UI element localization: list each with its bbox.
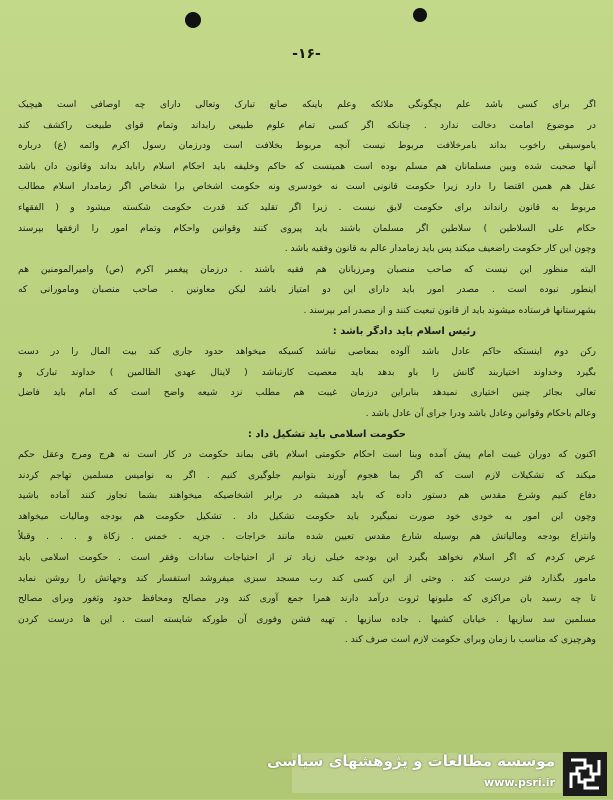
page-number: -۱۶- [292,46,321,62]
text-line: وعالم باحکام وقوانین وعادل باشد ودرا جرای آن عادل باشد . [365,407,596,419]
institute-logo-icon [563,752,607,796]
text-line: بشهرستانها فرستاده میشوند باید از قانون تبعیت کنند و از مصدر امر بپرسند . [303,304,596,316]
text-line: وانتزاع بودجه ومالیاتش هم بوسیله شارع مقدس تعیین شده مانند خراجات . جزیه . خمس . زکاة و . . . وقبلاً [18,531,596,543]
text-line: بگیرد وخداوند اختیاربند گانش را باو بدهد باید معصیت کارنباشد ( لاینال عهدی الظالمین ) خداوند تبارک و [18,366,596,378]
text-line: میکند که تشکیلات لازم است که اگر بما هجوم آورند بتوانیم جلوگیری کنیم . اگر به نوامیس مسلمین تهاجم کردند [18,469,596,481]
text-line: وچون این امور به خودی خود صورت نمیگیرد باید حکومت تشکیل داد . تشکیل حکومت هم بودجه ومالیات میخواهد [18,510,596,522]
text-line: عرض کردم که اگر اسلام نخواهد بگیرد این بودجه خیلی زیاد تر از احتیاجات سادات وفقر است . حکومت اسلامی باید [18,552,596,564]
punch-hole [185,12,201,28]
text-line: آنها صحبت شده وبین مسلمانان هم مسلم بوده است همینست که حاکم وخلیفه باید احکام اسلام راباید بداند وقانون دان باشد [18,160,596,172]
text-line: مربوط به قانون رانداند برای حکومت لایق نیست . زیرا اگر تقلید کند قدرت حکومت شکسته میشود و ( الفقهاء [18,201,596,213]
text-line: در موضوع امامت دخالت ندارد . چنانکه اگر کسی تمام علوم طبیعی رابداند وتمام قوای طبیعت راکشف کند [18,119,596,131]
text-line: البته منظور این نیست که صاحب منصبان ومرزبانان هم فقیه باشند . درزمان پیغمبر اکرم (ص) وامیرالمومنین هم [18,263,596,275]
text-line: رکن دوم اینستکه حاکم عادل باشد آلوده بمعاصی نباشد کسیکه میخواهد حدود جاری کند بیت المال را در دست [18,346,596,358]
text-line: وهرچیزی که مناسب با زمان وبرای حکومت لازم است صرف کند . [344,634,596,646]
watermark [262,750,613,799]
text-line: اینطور نبوده است . مصدر امور باید دارای این دو امتیاز باشد لیکن معاونین . صاحب منصبان ومامورانی که [18,284,596,296]
watermark-url: www.psri.ir [484,776,555,789]
text-line: اگر برای کسی باشد علم بچگونگی ملائکه وعلم باینکه صانع تبارک وتعالی دارای چه اوصافی است هیچیک [18,99,596,110]
text-line: دفاع کنیم وشرع مقدس هم دستور داده که باید همیشه در برابر اشخاصیکه میخواهند بشما تجاوز کنند آماده باشید [18,490,596,502]
text-line: مامور بگذارد فتر درست کند . وحتی از این کسی کند رب مسجد سبزی میفروشد استفسار کند وجهاتش را روشن نماید [18,572,596,584]
body-text [18,95,596,651]
section-heading: حکومت اسلامی باید تشکیل داد : [247,428,406,440]
text-line: یاموسیقی راخوب بداند بامرخلافت مربوط نیست آنچه مربوط بخلافت است ودرزمان رسول اکرم وائمه (ع) درباره [18,140,596,152]
watermark-name: موسسه مطالعات و پژوهشهای سیاسی [266,752,555,770]
text-line: تعالی بجائر چنین اختیاری نمیدهد بنابراین درزمان غیبت هم مطلب نزد شیعه واضح است که امام باید فاضل [18,387,596,399]
text-line: حکام علی السلاطین ) سلاطین اگر مسلمان باشند باید پیروی کنند وقوانین واحکام وتمام امور را ازفقها بپرسند [18,222,596,234]
punch-hole [413,8,427,22]
section-heading: رئیس اسلام باید دادگر باشد : [332,325,476,337]
text-line: مسلمین سد سازیها . خیابان کشیها . جاده سازیها . تهیه فشن وفوری آن طورکه شایسته است . این ها درست کردن [18,613,596,625]
text-line: تا چه رسید بان مراکزی که ملیونها ثروت درآمد دارند همرا جمع آوری کند ودر مصالح ومحافظ حدود وثغور وبرای مصالح [18,593,596,605]
text-line: اکنون که دوران غیبت امام پیش آمده وبنا است احکام حکومتی اسلام باقی بماند حکومت در کار است نه هرج ومرج وعقل حکم [18,449,596,461]
text-line: وچون این کار حکومت راضعیف میکند پس باید زمامدار عالم به قانون وفقیه باشد . [284,243,596,255]
text-line: عقل هم همین اقتضا را دارد زیرا حکومت قانونی است نه خودسری ونه حکومت اشخاص برا شخاص اگر زمامدار اسلام مطالب [18,181,596,193]
